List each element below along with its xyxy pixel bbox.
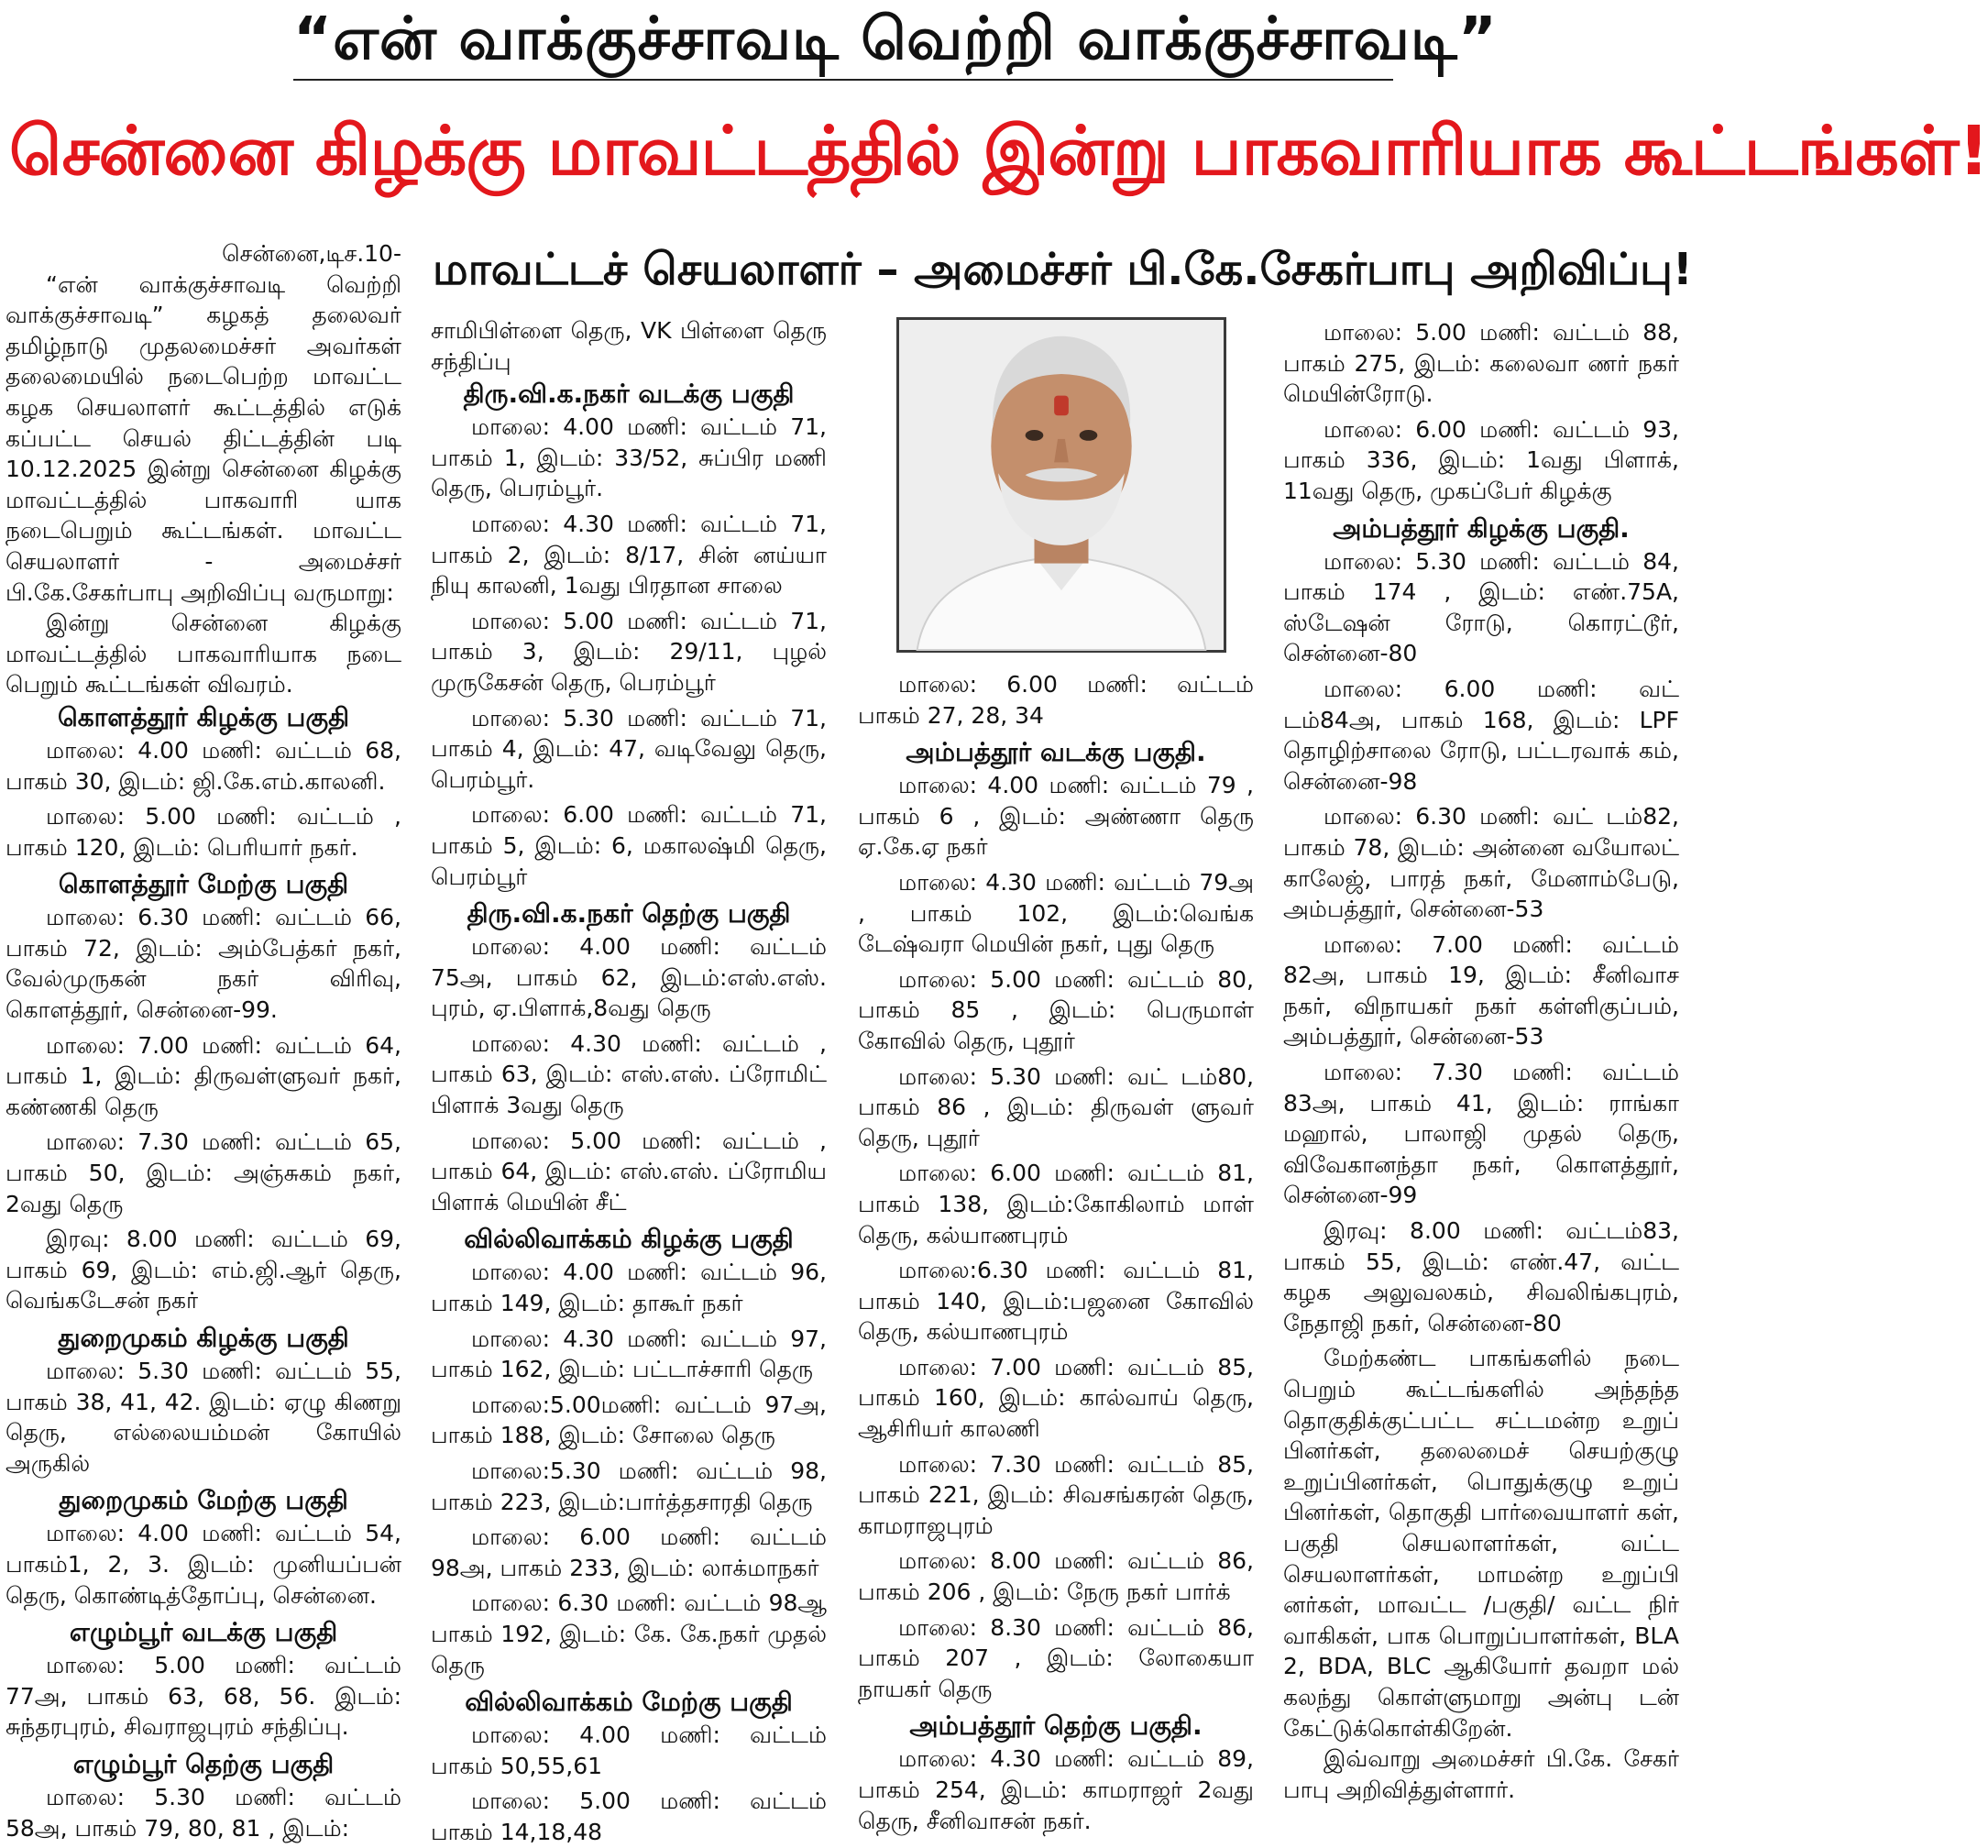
schedule-entry: மாலை: 7.00 மணி: வட்டம் 82அ, பாகம் 19, இடம்: சீனிவாச நகர், விநாயகர் நகர் கள்ளிகுப்பம், அம்பத்தூர், சென்னை-53 <box>1283 930 1679 1050</box>
schedule-entry: மாலை: 6.00 மணி: வட்டம் 71, பாகம் 5, இடம்: 6, மகாலஷ்மி தெரு, பெரம்பூர் <box>431 801 827 890</box>
column-1 <box>5 238 401 1842</box>
dateline: சென்னை,டிச.10- <box>222 240 401 267</box>
intro-paragraph-2: இன்று சென்னை கிழக்கு மாவட்டத்தில் பாகவாரியாக நடை பெறும் கூட்டங்கள் விவரம். <box>5 610 401 698</box>
schedule-entry: மாலை: 5.00 மணி: வட்டம் , பாகம் 120, இடம்: பெரியார் நகர். <box>5 803 401 861</box>
closing-paragraph: மேற்கண்ட பாகங்களில் நடை பெறும் கூட்டங்களில் அந்தந்த தொகுதிக்குட்பட்ட சட்டமன்ற உறுப் பினர்கள், தலைமைச் செயற்குழு உறுப்பினர்கள், பொதுக்குழு உறுப் பினர்கள், தொகுதி பார்வையாளர் கள், பகுதி செயலாளர்கள், வட்ட செயலாளர்கள், மாமன்ற உறுப்பி னர்கள், மாவட்ட /பகுதி/ வட்ட நிர் வாகிகள், பாக பொறுப்பாளர்கள், BLA 2, BDA, BLC ஆகியோர் தவறா மல் கலந்து கொள்ளுமாறு அன்பு டன் கேட்டுக்கொள்கிறேன். <box>1283 1345 1679 1742</box>
schedule-entry: மாலை: 5.30 மணி: வட் டம்80, பாகம் 86 , இடம்: திருவள் ளுவர் தெரு, புதூர் <box>858 1062 1254 1151</box>
schedule-entry: மாலை: 5.00 மணி: வட்டம் 77அ, பாகம் 63, 68, 56. இடம்: சுந்தரபுரம், சிவராஜபுரம் சந்திப்பு. <box>5 1652 401 1741</box>
schedule-entry: மாலை: 4.00 மணி: வட்டம் 75அ, பாகம் 62, இடம்:எஸ்.எஸ். புரம், ஏ.பிளாக்,8வது தெரு <box>431 933 827 1022</box>
subheadline: மாவட்டச் செயலாளர் – அமைச்சர் பி.கே.சேகர்பாபு அறிவிப்பு! <box>433 244 1693 295</box>
section-heading: திரு.வி.க.நகர் தெற்கு பகுதி <box>467 898 791 930</box>
schedule-entry: மாலை: 8.00 மணி: வட்டம் 86, பாகம் 206 , இடம்: நேரு நகர் பார்க் <box>858 1547 1254 1606</box>
schedule-entry: மாலை:5.00மணி: வட்டம் 97அ, பாகம் 188, இடம்: சோலை தெரு <box>431 1391 827 1449</box>
schedule-entry: மாலை: 6.00 மணி: வட்டம் 93, பாகம் 336, இடம்: 1வது பிளாக், 11வது தெரு, முகப்பேர் கிழக்கு <box>1283 415 1679 504</box>
schedule-entry: மாலை: 4.30 மணி: வட்டம் 71, பாகம் 2, இடம்: 8/17, சின் னய்யா நியு காலனி, 1வது பிரதான சாலை <box>431 510 827 600</box>
schedule-entry: மாலை: 4.30 மணி: வட்டம் 89, பாகம் 254, இடம்: காமராஜர் 2வது தெரு, சீனிவாசன் நகர். <box>858 1745 1254 1834</box>
schedule-entry: மாலை: 8.30 மணி: வட்டம் 86, பாகம் 207 , இடம்: லோகையா நாயகர் தெரு <box>858 1613 1254 1702</box>
schedule-entry: மாலை: 6.30 மணி: வட்டம் 98ஆ பாகம் 192, இடம்: கே. கே.நகர் முதல் தெரு <box>431 1590 827 1678</box>
section-heading: எழும்பூர் வடக்கு பகுதி <box>69 1617 338 1648</box>
schedule-entry: மாலை: 5.30 மணி: வட்டம் 84, பாகம் 174 , இடம்: எண்.75A, ஸ்டேஷன் ரோடு, கொரட்டூர், சென்னை-80 <box>1283 547 1679 667</box>
schedule-entry: மாலை: 7.30 மணி: வட்டம் 83அ, பாகம் 41, இடம்: ராங்கா மஹால், பாலாஜி முதல் தெரு, விவேகானந்தா நகர், கொளத்தூர், சென்னை-99 <box>1283 1059 1679 1209</box>
minister-portrait <box>896 317 1226 653</box>
section-heading: வில்லிவாக்கம் கிழக்கு பகுதி <box>464 1224 794 1255</box>
column-2 <box>431 315 827 1845</box>
schedule-entry: மாலை: 4.30 மணி: வட்டம் , பாகம் 63, இடம்: எஸ்.எஸ். ப்ரோமிட் பிளாக் 3வது தெரு <box>431 1029 827 1119</box>
schedule-entry: மாலை: 6.00 மணி: வட்டம் 81, பாகம் 138, இடம்:கோகிலாம் மாள் தெரு, கல்யாணபுரம் <box>858 1160 1254 1248</box>
schedule-entry: மாலை: 7.30 மணி: வட்டம் 65, பாகம் 50, இடம்: அஞ்சுகம் நகர், 2வது தெரு <box>5 1128 401 1217</box>
section-heading: வில்லிவாக்கம் மேற்கு பகுதி <box>465 1687 793 1718</box>
schedule-entry: மாலை: 4.00 மணி: வட்டம் பாகம் 50,55,61 <box>431 1722 827 1779</box>
schedule-entry: இரவு: 8.00 மணி: வட்டம்83, பாகம் 55, இடம்: எண்.47, வட்ட கழக அலுவலகம், சிவலிங்கபுரம், நேதாஜி நகர், சென்னை-80 <box>1283 1217 1679 1336</box>
schedule-entry: மாலை: 5.00 மணி: வட்டம் , பாகம் 64, இடம்: எஸ்.எஸ். ப்ரோமிய பிளாக் மெயின் சீட் <box>431 1127 827 1216</box>
kicker-underline <box>293 79 1393 81</box>
schedule-entry: மாலை:6.30 மணி: வட்டம் 81, பாகம் 140, இடம்:பஜனை கோவில் தெரு, கல்யாணபுரம் <box>858 1257 1254 1346</box>
schedule-entry: மாலை: 6.30 மணி: வட்டம் 66, பாகம் 72, இடம்: அம்பேத்கர் நகர், வேல்முருகன் நகர் விரிவு, கொளத்தூர், சென்னை-99. <box>5 904 401 1024</box>
section-heading: கொளத்தூர் மேற்கு பகுதி <box>58 869 349 900</box>
column-3 <box>858 669 1254 1842</box>
schedule-entry: இரவு: 8.00 மணி: வட்டம் 69, பாகம் 69, இடம்: எம்.ஜி.ஆர் தெரு, வெங்கடேசன் நகர் <box>5 1226 401 1314</box>
schedule-entry: மாலை: 7.00 மணி: வட்டம் 85, பாகம் 160, இடம்: கால்வாய் தெரு, ஆசிரியர் காலணி <box>858 1353 1254 1443</box>
schedule-entry: மாலை: 7.30 மணி: வட்டம் 85, பாகம் 221, இடம்: சிவசங்கரன் தெரு, காமராஜபுரம் <box>858 1450 1254 1539</box>
schedule-entry: மாலை: 4.00 மணி: வட்டம் 54, பாகம்1, 2, 3. இடம்: முனியப்பன் தெரு, கொண்டித்தோப்பு, சென்னை. <box>5 1520 401 1609</box>
section-heading: அம்பத்தூர் கிழக்கு பகுதி. <box>1333 512 1630 544</box>
schedule-entry: மாலை: 5.30 மணி: வட்டம் 58அ, பாகம் 79, 80, 81 , இடம்: <box>5 1783 401 1842</box>
schedule-entry: மாலை:5.30 மணி: வட்டம் 98, பாகம் 223, இடம்:பார்த்தசாரதி தெரு <box>431 1458 827 1515</box>
section-heading: எழும்பூர் தெற்கு பகுதி <box>72 1748 335 1779</box>
schedule-entry: மாலை: 5.00 மணி: வட்டம் 80, பாகம் 85 , இடம்: பெருமாள் கோவில் தெரு, புதூர் <box>858 965 1254 1054</box>
section-heading: அம்பத்தூர் வடக்கு பகுதி. <box>906 737 1206 768</box>
schedule-entry: மாலை: 5.30 மணி: வட்டம் 55, பாகம் 38, 41, 42. இடம்: ஏழு கிணறு தெரு, எல்லையம்மன் கோயில் அருகில் <box>5 1358 401 1477</box>
schedule-entry: மாலை: 4.00 மணி: வட்டம் 71, பாகம் 1, இடம்: 33/52, சுப்பிர மணி தெரு, பெரம்பூர். <box>431 413 827 502</box>
section-heading: அம்பத்தூர் தெற்கு பகுதி. <box>909 1710 1203 1742</box>
schedule-entry: மாலை: 6.30 மணி: வட் டம்82, பாகம் 78, இடம்: அன்னை வயோலட் காலேஜ், பாரத் நகர், மேனாம்பேடு, அம்பத்தூர், சென்னை-53 <box>1283 803 1679 923</box>
schedule-entry: மாலை: 4.30 மணி: வட்டம் 79அ , பாகம் 102, இடம்:வெங்க டேஷ்வரா மெயின் நகர், புது தெரு <box>858 868 1254 958</box>
schedule-entry: மாலை: 5.00 மணி: வட்டம் பாகம் 14,18,48 <box>431 1788 827 1845</box>
intro-paragraph: “என் வாக்குச்சாவடி வெற்றி வாக்குச்சாவடி” கழகத் தலைவர் தமிழ்நாடு முதலமைச்சர் அவர்கள் தலைமையில் நடைபெற்ற மாவட்ட கழக செயலாளர் கூட்டத்தில் எடுக் கப்பட்ட செயல் திட்டத்தின் படி 10.12.2025 இன்று சென்னை கிழக்கு மாவட்டத்தில் பாகவாரி யாக நடைபெறும் கூட்டங்கள். மாவட்ட செயலாளர் - அமைச்சர் பி.கே.சேகர்பாபு அறிவிப்பு வருமாறு: <box>5 270 401 606</box>
schedule-entry: மாலை: 4.00 மணி: வட்டம் 79 , பாகம் 6 , இடம்: அண்ணா தெரு ஏ.கே.ஏ நகர் <box>858 772 1254 861</box>
signoff-paragraph: இவ்வாறு அமைச்சர் பி.கே. சேகர் பாபு அறிவித்துள்ளார். <box>1283 1745 1679 1803</box>
schedule-entry: மாலை: 5.30 மணி: வட்டம் 71, பாகம் 4, இடம்: 47, வடிவேலு தெரு, பெரம்பூர். <box>431 704 827 793</box>
portrait-illustration <box>899 320 1224 650</box>
section-heading: துறைமுகம் மேற்கு பகுதி <box>59 1485 348 1516</box>
headline: சென்னை கிழக்கு மாவட்டத்தில் இன்று பாகவாரியாக கூட்டங்கள்! <box>9 112 1988 191</box>
column-4 <box>1283 317 1679 1842</box>
schedule-entry: மாலை: 6.00 மணி: வட்டம் 98அ, பாகம் 233, இடம்: லாக்மாநகர் <box>431 1524 827 1581</box>
section-heading: திரு.வி.க.நகர் வடக்கு பகுதி <box>463 379 795 410</box>
section-heading: துறைமுகம் கிழக்கு பகுதி <box>58 1323 349 1353</box>
schedule-entry: மாலை: 6.00 மணி: வட் டம்84அ, பாகம் 168, இடம்: LPF தொழிற்சாலை ரோடு, பட்டரவாக் கம், சென்னை-98 <box>1283 675 1679 795</box>
schedule-entry: மாலை: 7.00 மணி: வட்டம் 64, பாகம் 1, இடம்: திருவள்ளுவர் நகர், கண்ணகி தெரு <box>5 1031 401 1120</box>
schedule-entry: மாலை: 4.30 மணி: வட்டம் 97, பாகம் 162, இடம்: பட்டாச்சாரி தெரு <box>431 1325 827 1383</box>
schedule-entry: மாலை: 5.00 மணி: வட்டம் 71, பாகம் 3, இடம்: 29/11, புழல் முருகேசன் தெரு, பெரம்பூர் <box>431 607 827 696</box>
schedule-entry: மாலை: 4.00 மணி: வட்டம் 96, பாகம் 149, இடம்: தாகூர் நகர் <box>431 1259 827 1317</box>
schedule-entry: மாலை: 4.00 மணி: வட்டம் 68, பாகம் 30, இடம்: ஜி.கே.எம்.காலனி. <box>5 736 401 795</box>
continued-text: சாமிபிள்ளை தெரு, VK பிள்ளை தெரு சந்திப்பு <box>431 317 827 375</box>
schedule-entry: மாலை: 6.00 மணி: வட்டம் பாகம் 27, 28, 34 <box>858 671 1254 729</box>
kicker-slogan: “என் வாக்குச்சாவடி வெற்றி வாக்குச்சாவடி” <box>293 6 1498 73</box>
schedule-entry: மாலை: 5.00 மணி: வட்டம் 88, பாகம் 275, இடம்: கலைவா ணர் நகர் மெயின்ரோடு. <box>1283 319 1679 408</box>
section-heading: கொளத்தூர் கிழக்கு பகுதி <box>57 701 350 732</box>
